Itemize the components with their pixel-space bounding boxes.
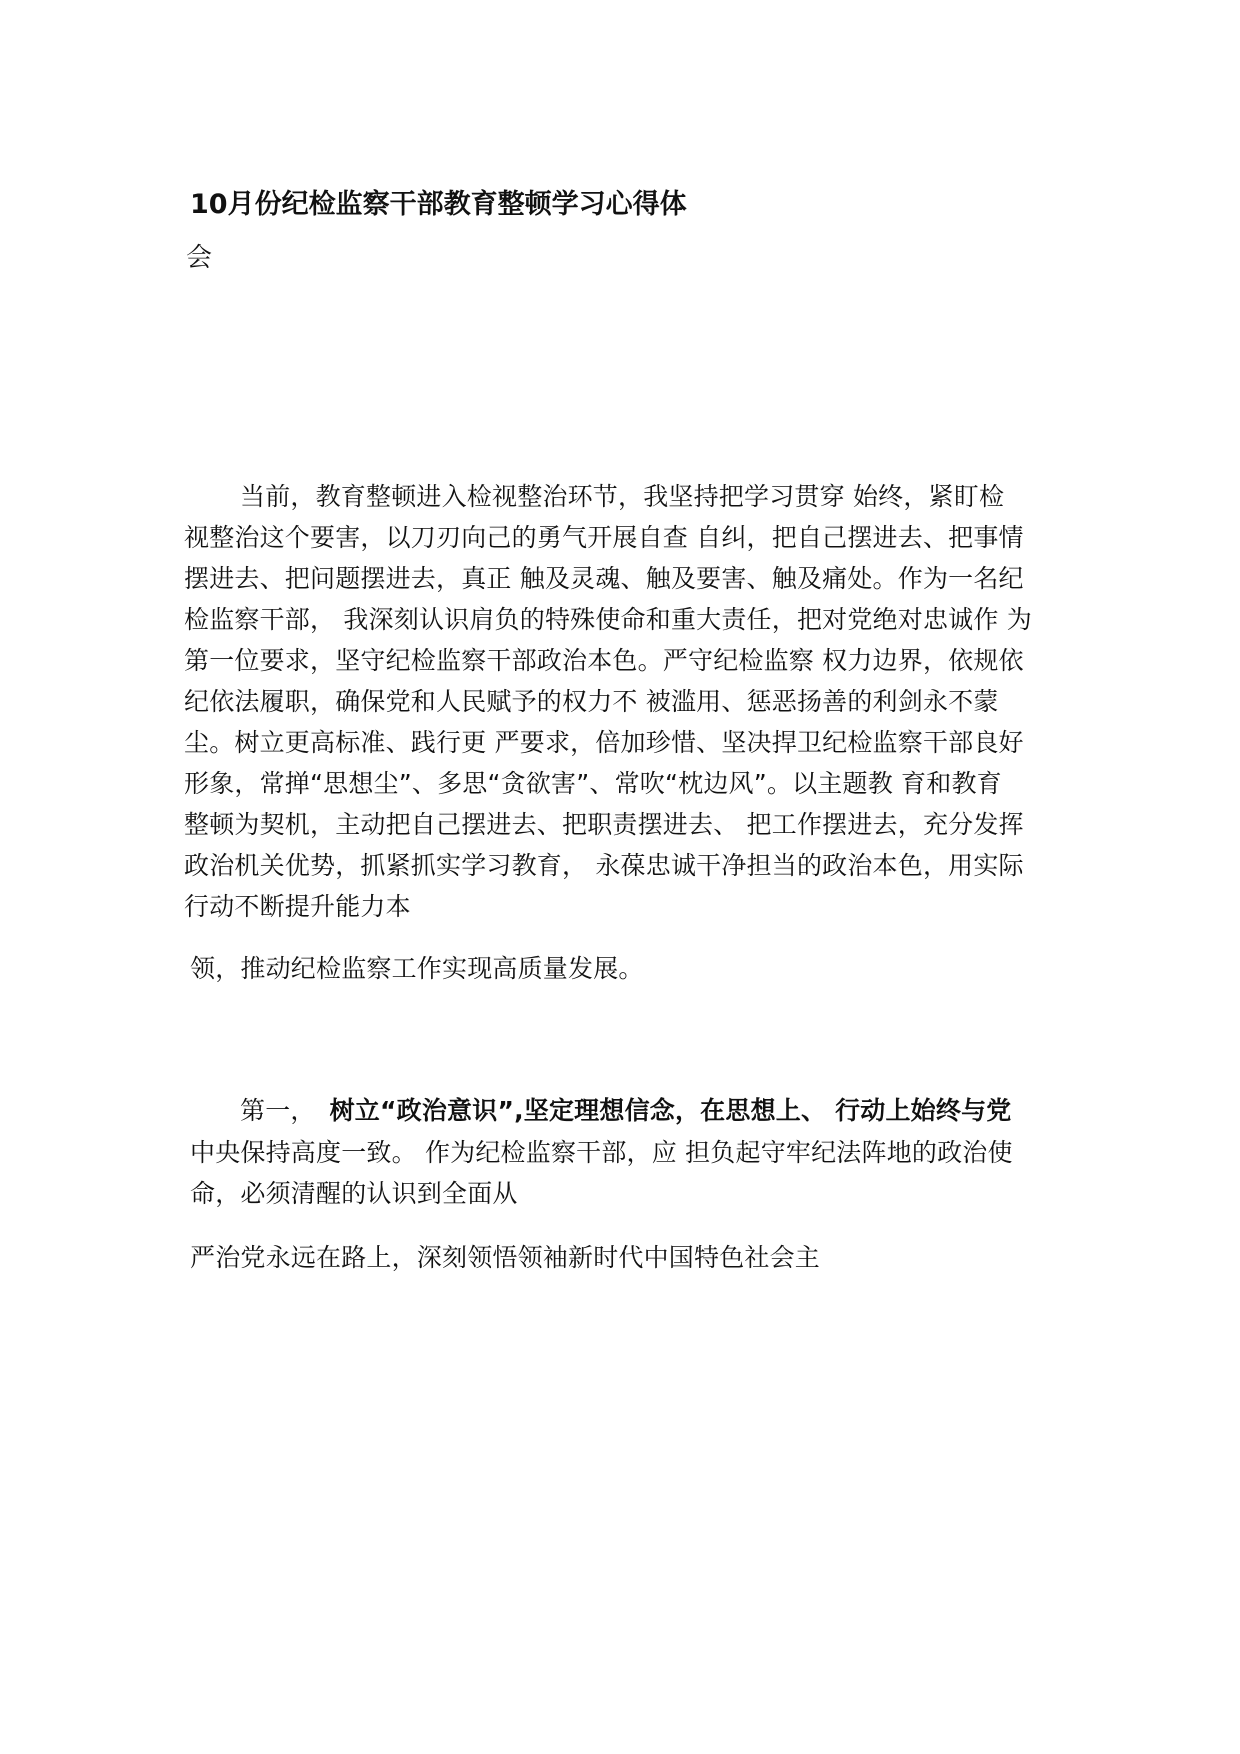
paragraph-line: 摆进去、把问题摆进去，真正 触及灵魂、触及要害、触及痛处。作为一名纪 — [184, 564, 1024, 593]
paragraph-line: 纪依法履职，确保党和人民赋予的权力不 被滥用、惩恶扬善的利剑永不蒙 — [184, 687, 999, 716]
paragraph-line: 领，推动纪检监察工作实现高质量发展。 — [190, 954, 644, 983]
section-lead: 第一， — [240, 1096, 316, 1125]
section-heading-bold: 树立“政治意识”,坚定理想信念，在思想上、 行动上始终与党 — [329, 1096, 1012, 1125]
paragraph-line: 严治党永远在路上，深刻领悟领袖新时代中国特色社会主 — [190, 1243, 821, 1272]
document-title-line1: 10月份纪检监察干部教育整顿学习心得体 — [190, 189, 687, 220]
paragraph-line: 政治机关优势，抓紧抓实学习教育， 永葆忠诚干净担当的政治本色，用实际 — [184, 851, 1024, 880]
paragraph-line: 第一位要求，坚守纪检监察干部政治本色。严守纪检监察 权力边界，依规依 — [184, 646, 1024, 675]
document-title-line2: 会 — [186, 243, 213, 273]
paragraph-line: 视整治这个要害，以刀刃向己的勇气开展自查 自纠，把自己摆进去、把事情 — [184, 523, 1024, 552]
paragraph-line: 形象，常掸“思想尘”、多思“贪欲害”、常吹“枕边风”。以主题教 育和教育 — [184, 769, 1002, 798]
paragraph-line: 检监察干部， 我深刻认识肩负的特殊使命和重大责任，把对党绝对忠诚作 为 — [184, 605, 1032, 634]
paragraph-line — [240, 1092, 1011, 1129]
paragraph-line: 尘。树立更高标准、践行更 严要求，倍加珍惜、坚决捍卫纪检监察干部良好 — [184, 728, 1024, 757]
paragraph-line: 命，必须清醒的认识到全面从 — [190, 1179, 518, 1208]
paragraph-line: 整顿为契机，主动把自己摆进去、把职责摆进去、 把工作摆进去，充分发挥 — [184, 810, 1024, 839]
paragraph-line: 当前，教育整顿进入检视整治环节，我坚持把学习贯穿 始终，紧盯检 — [240, 482, 1005, 511]
paragraph-line: 行动不断提升能力本 — [184, 892, 411, 921]
paragraph-line: 中央保持高度一致。 作为纪检监察干部，应 担负起守牢纪法阵地的政治使 — [190, 1138, 1013, 1167]
